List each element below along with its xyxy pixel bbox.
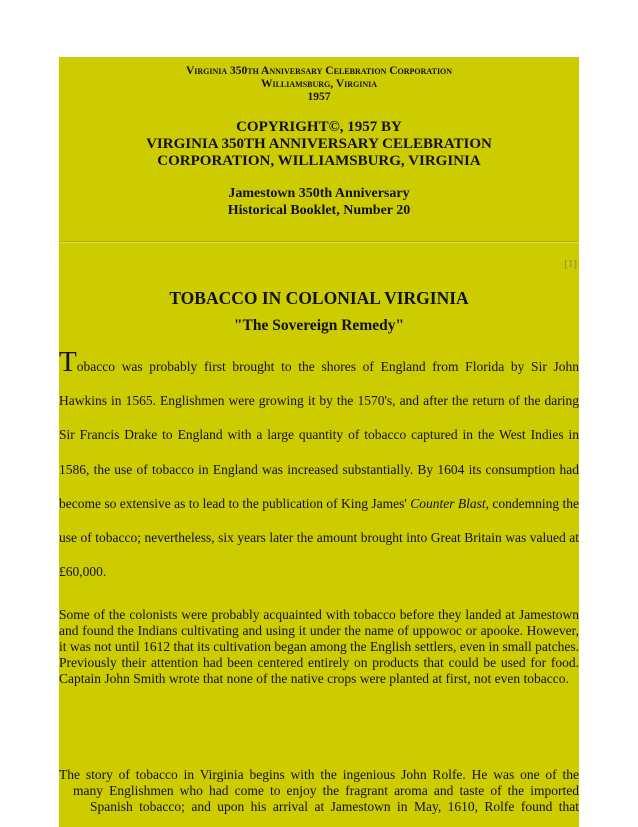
body-paragraph-2: Some of the colonists were probably acquainted with tobacco before they landed at Jamestown and found the Indians cultivating and using it under the name of uppowoc or apooke. However, it was not until 1612 that its cultivation began among the English settlers, even in small patches. Previously their attention had been centered entirely on products that could be used for food. Captain John Smith wrote that none of the native crops were planted at first, not even tobacco. (59, 607, 579, 686)
page-number-link[interactable]: [1] (564, 258, 577, 270)
booklet-series (59, 185, 579, 219)
drop-cap: T (59, 346, 77, 378)
copyright-notice (59, 119, 579, 170)
body-paragraph-3 (59, 767, 579, 815)
publisher-header (59, 57, 579, 104)
copyright-line: CORPORATION, WILLIAMSBURG, VIRGINIA (157, 153, 481, 169)
paragraph-text: obacco was probably first brought to the shores of England from Florida by Sir John Hawkins in 1565. Englishmen were growing it by the 1570's, and after the return of the daring Sir Francis Drake to England with a large quantity of tobacco captured in the West Indies in 1586, the use of tobacco in England was increased substantially. By 1604 its consumption had become so extensive as to lead to the publication of King James' (59, 359, 579, 511)
paragraph-line: The story of tobacco in Virginia begins with the ingenious John Rolfe. He was one of the (59, 767, 579, 782)
body-paragraph-1 (59, 346, 579, 589)
publisher-city: Williamsburg, Virginia (260, 78, 378, 90)
copyright-line: VIRGINIA 350TH ANNIVERSARY CELEBRATION (146, 136, 492, 152)
article-subtitle: "The Sovereign Remedy" (233, 317, 405, 334)
horizontal-divider (59, 241, 579, 243)
copyright-line: COPYRIGHT©, 1957 BY (236, 119, 402, 135)
document-page (59, 57, 579, 827)
article-title: TOBACCO IN COLONIAL VIRGINIA (169, 288, 469, 308)
paragraph-line: many Englishmen who had come to enjoy the fragrant aroma and taste of the imported (73, 783, 579, 798)
booklet-line: Jamestown 350th Anniversary (228, 186, 410, 201)
booklet-line: Historical Booklet, Number 20 (227, 203, 411, 218)
publication-year: 1957 (307, 91, 331, 103)
paragraph-line: Spanish tobacco; and upon his arrival at Jamestown in May, 1610, Rolfe found that (90, 799, 579, 814)
book-title-italic: Counter Blast (410, 495, 486, 511)
publisher-name: Virginia 350th Anniversary Celebration Corporation (185, 65, 453, 77)
paragraph-text: , condemning the use of tobacco; nevertheless, six years later the amount brought into Great Britain was valued at £60,000. (59, 495, 579, 580)
